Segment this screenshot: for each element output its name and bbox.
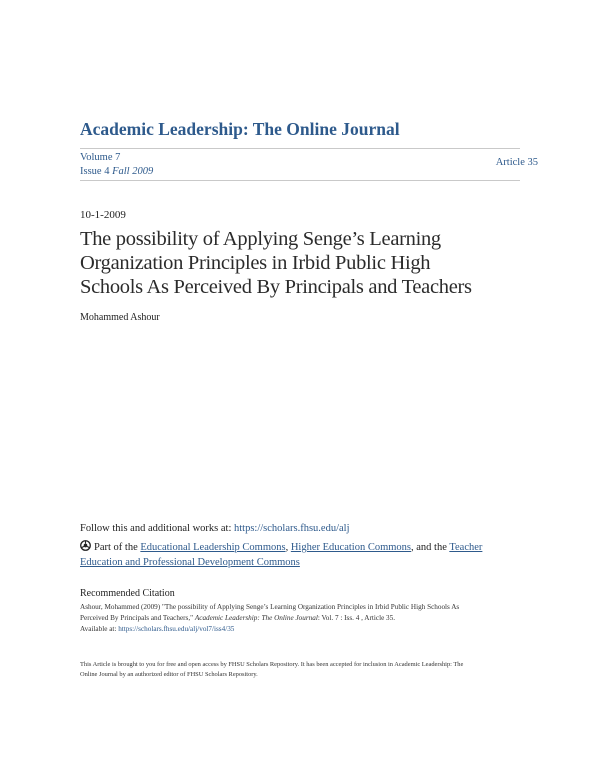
citation-available-label: Available at: bbox=[80, 625, 119, 633]
teacher-education-commons-link-cont[interactable]: Education and Professional Development Commons bbox=[80, 557, 300, 568]
commons-network-icon bbox=[80, 540, 91, 551]
teacher-education-commons-link[interactable]: Teacher bbox=[449, 542, 483, 553]
title-line: Organization Principles in Irbid Public High bbox=[80, 252, 431, 274]
article-number-link[interactable]: Article 35 bbox=[495, 157, 538, 168]
repository-footer bbox=[80, 660, 525, 680]
article-title bbox=[80, 227, 520, 299]
part-of-prefix: Part of the bbox=[94, 542, 141, 553]
citation-journal: Academic Leadership: The Online Journal bbox=[194, 614, 318, 622]
journal-title[interactable]: Academic Leadership: The Online Journal bbox=[80, 119, 400, 139]
citation-line bbox=[80, 613, 525, 624]
follow-link[interactable]: https://scholars.fhsu.edu/alj bbox=[234, 523, 350, 534]
footer-line: Online Journal by an authorized editor of FHSU Scholars Repository. bbox=[80, 671, 258, 678]
recommended-citation-heading: Recommended Citation bbox=[80, 588, 175, 599]
follow-works bbox=[80, 523, 350, 534]
header-rule-top bbox=[80, 148, 520, 149]
title-line: Schools As Perceived By Principals and Teachers bbox=[80, 276, 472, 298]
issue-link[interactable] bbox=[80, 166, 153, 177]
publication-date: 10-1-2009 bbox=[80, 209, 126, 221]
citation-text: Perceived By Principals and Teachers," bbox=[80, 614, 195, 622]
higher-education-commons-link[interactable]: Higher Education Commons bbox=[290, 542, 411, 553]
citation-text: : Vol. 7 : Iss. 4 , Article 35. bbox=[317, 614, 396, 622]
title-line: The possibility of Applying Senge’s Learning bbox=[80, 228, 441, 250]
citation-url-link[interactable]: https://scholars.fhsu.edu/alj/vol7/iss4/35 bbox=[118, 625, 235, 633]
header-rule-bottom bbox=[80, 180, 520, 181]
follow-prefix: Follow this and additional works at: bbox=[80, 523, 234, 534]
citation-line bbox=[80, 624, 525, 635]
recommended-citation bbox=[80, 602, 525, 635]
footer-line: This Article is brought to you for free and open access by FHSU Scholars Repository. It has been accepted for inclusion in Academic Leadership: The bbox=[80, 661, 464, 668]
citation-line: Ashour, Mohammed (2009) "The possibility of Applying Senge’s Learning Organization Principles in Irbid Public High Schools As bbox=[80, 603, 460, 611]
issue-label: Issue 4 bbox=[80, 166, 110, 177]
issue-season: Fall 2009 bbox=[112, 166, 154, 177]
separator: , and the bbox=[411, 542, 450, 553]
volume-link[interactable]: Volume 7 bbox=[80, 152, 121, 163]
author-name: Mohammed Ashour bbox=[80, 312, 160, 323]
separator: , bbox=[285, 542, 291, 553]
part-of-commons bbox=[80, 540, 525, 570]
educational-leadership-commons-link[interactable]: Educational Leadership Commons bbox=[140, 542, 286, 553]
